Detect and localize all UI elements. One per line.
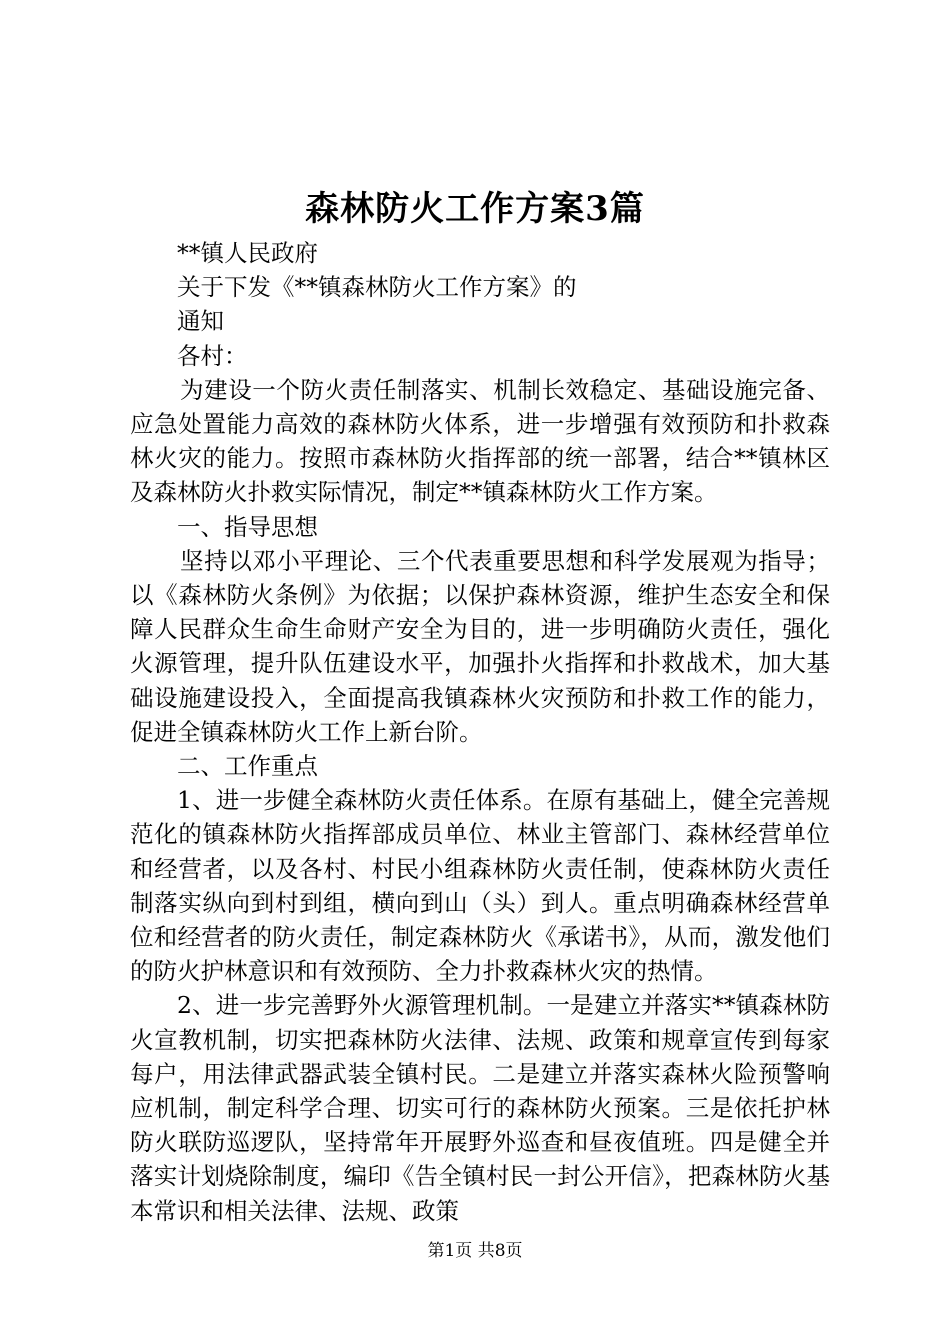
- guiding-thought-paragraph: 坚持以邓小平理论、三个代表重要思想和科学发展观为指导；以《森林防火条例》为依据；以保护森林资源，维护生态安全和保障人民群众生命生命财产安全为目的，进一步明确防火责任，强化火源管理，提升队伍建设水平，加强扑火指挥和扑救战术，加大基础设施建设投入，全面提高我镇森林火灾预防和扑救工作的能力，促进全镇森林防火工作上新台阶。: [130, 546, 830, 746]
- page-number-footer: 第1页 共8页: [427, 1241, 523, 1261]
- section-heading-work-focus: 二、工作重点: [177, 752, 318, 781]
- issuer-line: **镇人民政府: [177, 239, 318, 267]
- intro-paragraph: 为建设一个防火责任制落实、机制长效稳定、基础设施完备、应急处置能力高效的森林防火体系，进一步增强有效预防和扑救森林火灾的能力。按照市森林防火指挥部的统一部署，结合**镇林区及森林防火扑救实际情况，制定**镇森林防火工作方案。: [130, 375, 830, 507]
- document-body: [130, 236, 830, 1228]
- notice-subject-line: 关于下发《**镇森林防火工作方案》的: [177, 273, 577, 302]
- addressee-line: 各村：: [177, 341, 248, 370]
- work-item-2-paragraph: 2、进一步完善野外火源管理机制。一是建立并落实**镇森林防火宣教机制，切实把森林防火法律、法规、政策和规章宣传到每家每户，用法律武器武装全镇村民。二是建立并落实森林火险预警响应机制，制定科学合理、切实可行的森林防火预案。三是依托护林防火联防巡逻队，坚持常年开展野外巡查和昼夜值班。四是健全并落实计划烧除制度，编印《告全镇村民一封公开信》，把森林防火基本常识和相关法律、法规、政策: [130, 991, 830, 1225]
- notice-word-line: 通知: [177, 307, 224, 336]
- document-title: 森林防火工作方案3篇: [305, 189, 645, 229]
- work-item-1-paragraph: 1、进一步健全森林防火责任体系。在原有基础上，健全完善规范化的镇森林防火指挥部成员单位、林业主管部门、森林经营单位和经营者，以及各村、村民小组森林防火责任制，使森林防火责任制落实纵向到村到组，横向到山（头）到人。重点明确森林经营单位和经营者的防火责任，制定森林防火《承诺书》，从而，激发他们的防火护林意识和有效预防、全力扑救森林火灾的热情。: [130, 786, 830, 986]
- section-heading-guiding-thought: 一、指导思想: [177, 512, 318, 541]
